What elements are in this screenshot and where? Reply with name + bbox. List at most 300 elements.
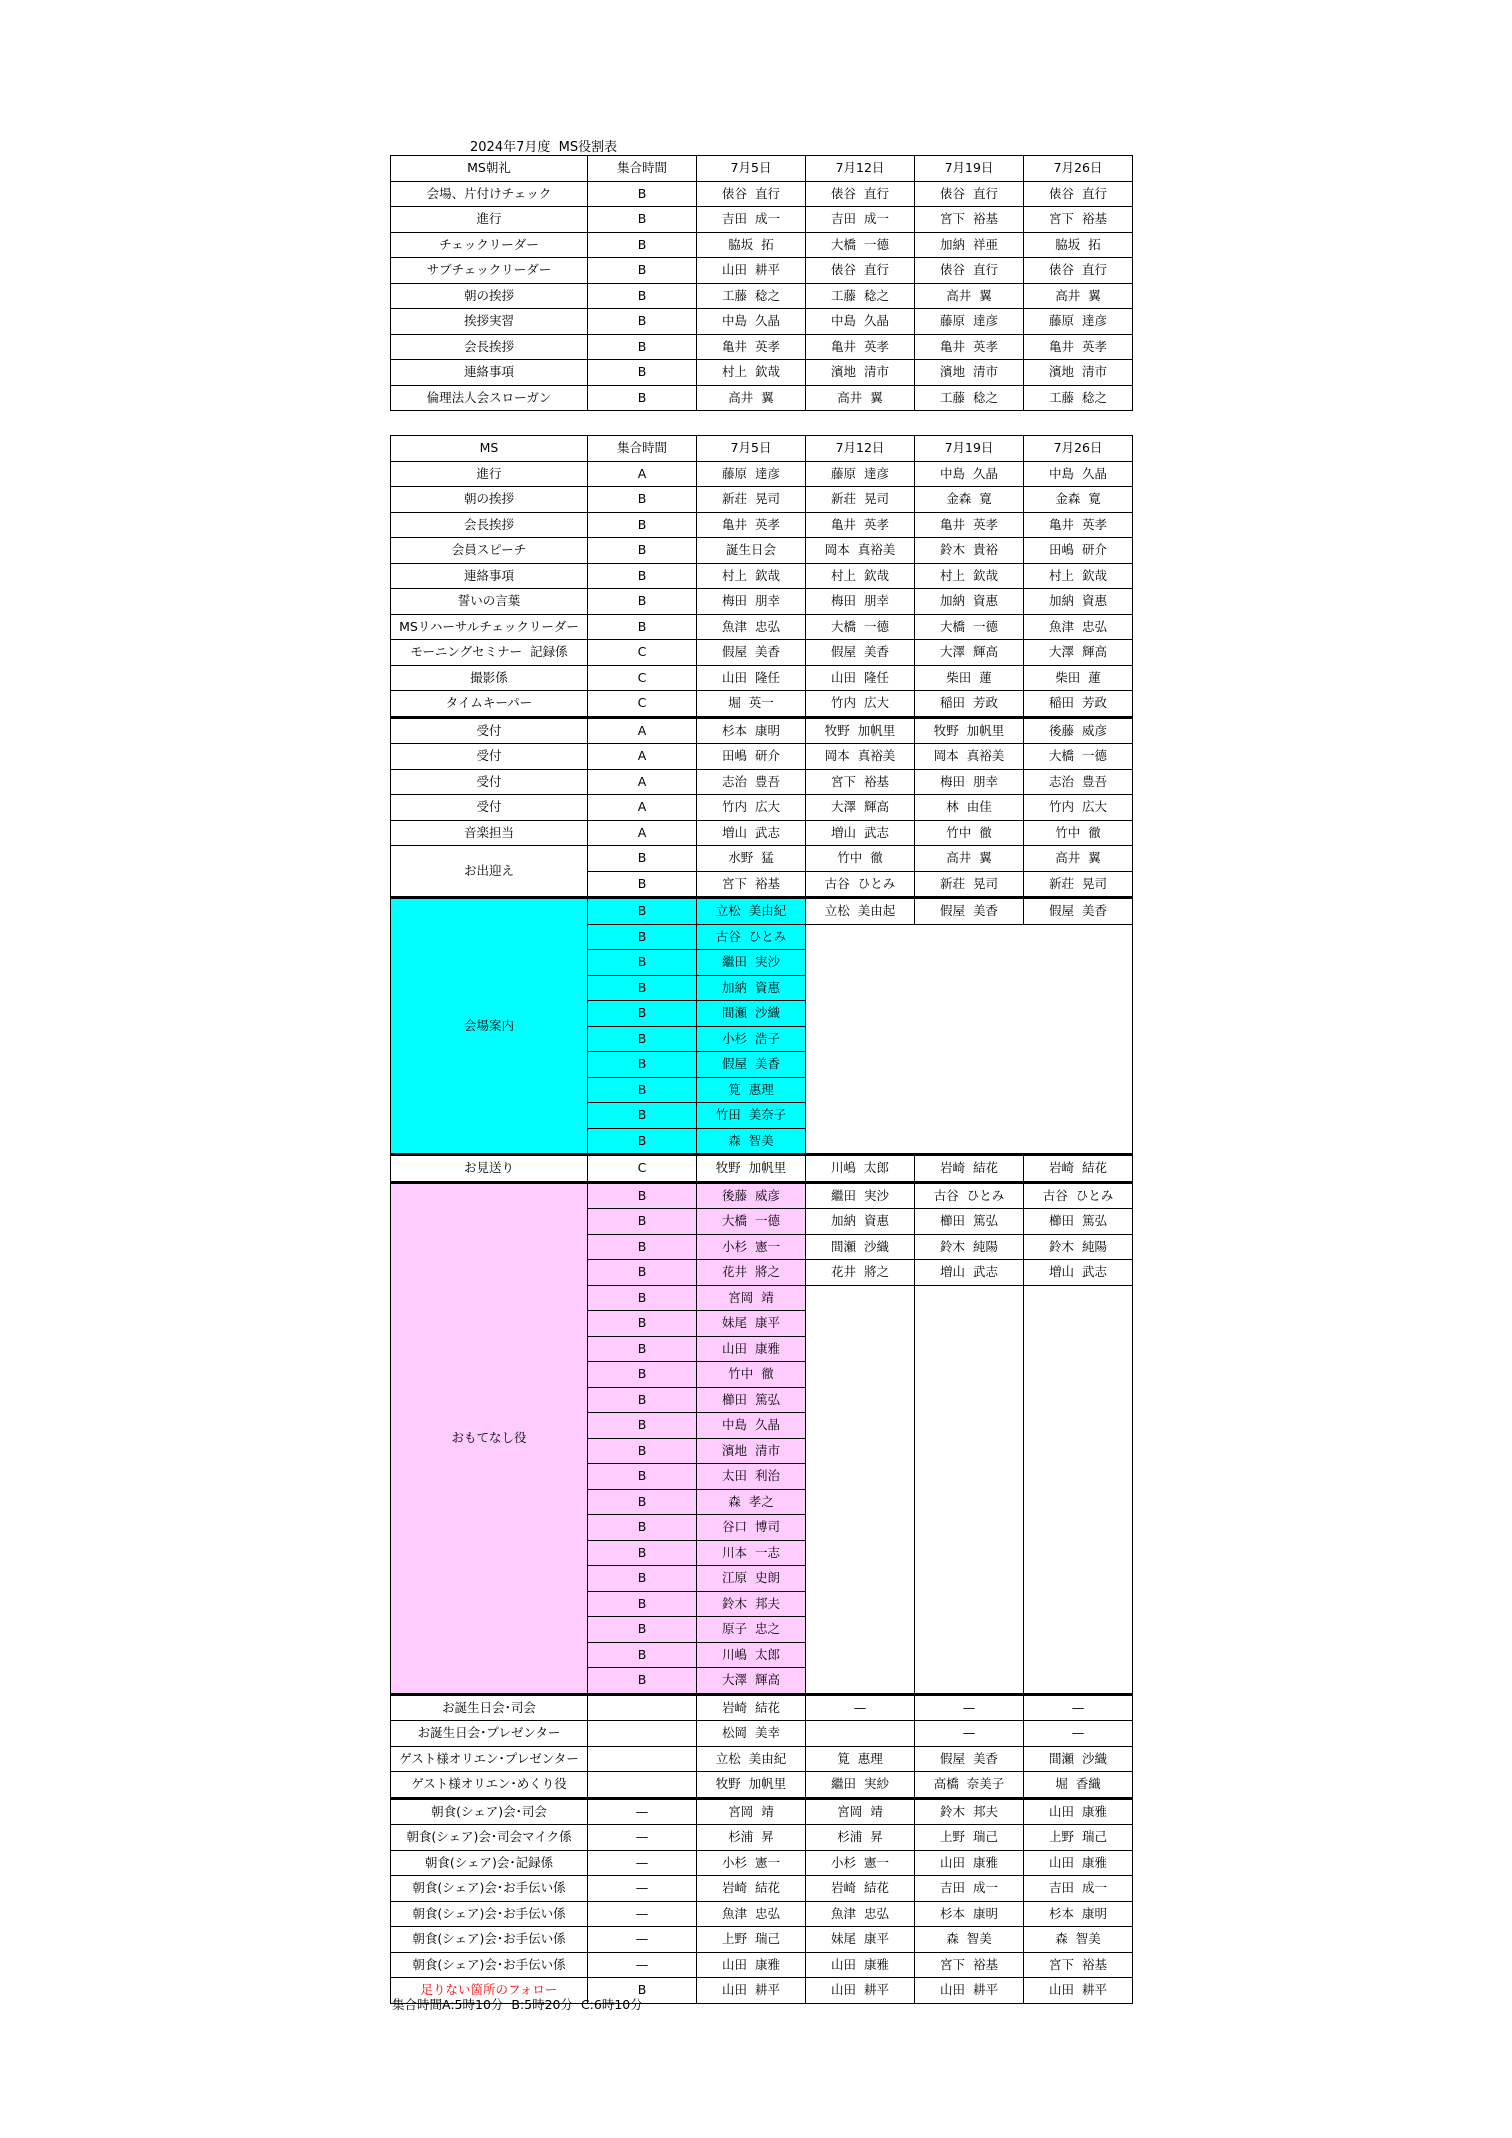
empty-area — [806, 924, 1133, 1155]
gather-time: B — [588, 309, 697, 335]
assignee-cell: 増山 武志 — [806, 820, 915, 846]
assignee-cell: 小杉 浩子 — [697, 1026, 806, 1052]
header-cell: 7月26日 — [1024, 436, 1133, 462]
assignee-cell: 大橋 一德 — [915, 614, 1024, 640]
assignee-cell: 岩崎 結花 — [806, 1876, 915, 1902]
assignee-cell: 高橋 奈美子 — [915, 1772, 1024, 1799]
assignee-cell: 宮岡 靖 — [697, 1285, 806, 1311]
assignee-cell: 森 智美 — [1024, 1927, 1133, 1953]
role-label: 音楽担当 — [391, 820, 588, 846]
header-cell: MS — [391, 436, 588, 462]
table-row — [391, 232, 1133, 258]
table-row — [391, 1952, 1133, 1978]
assignee-cell: 山田 耕平 — [697, 258, 806, 284]
assignee-cell: 牧野 加帆里 — [697, 1155, 806, 1183]
assignee-cell: 竹中 徹 — [915, 820, 1024, 846]
assignee-cell: — — [806, 1694, 915, 1721]
assignee-cell: 加納 資惠 — [806, 1209, 915, 1235]
gather-time: B — [588, 1617, 697, 1643]
table-row — [391, 898, 1133, 925]
role-label: おもてなし役 — [391, 1182, 588, 1694]
gather-time: A — [588, 461, 697, 487]
assignee-cell: 立松 美由紀 — [697, 1746, 806, 1772]
gather-time: A — [588, 717, 697, 744]
assignee-cell: 上野 瑞己 — [697, 1927, 806, 1953]
assignee-cell: 後藤 威彦 — [1024, 717, 1133, 744]
table-row — [391, 334, 1133, 360]
assignee-cell: 新荘 晃司 — [915, 871, 1024, 898]
assignee-cell: 梅田 朋幸 — [806, 589, 915, 615]
table-row — [391, 820, 1133, 846]
assignee-cell: 新荘 晃司 — [1024, 871, 1133, 898]
assignee-cell: 山田 康雅 — [697, 1952, 806, 1978]
gather-time: — — [588, 1927, 697, 1953]
table-row — [391, 665, 1133, 691]
assignee-cell: 梅田 朋幸 — [697, 589, 806, 615]
assignee-cell: — — [915, 1721, 1024, 1747]
gather-time: B — [588, 1103, 697, 1129]
table-row — [391, 563, 1133, 589]
gather-time: A — [588, 769, 697, 795]
page-title: 2024年7月度 MS役割表 — [470, 140, 618, 155]
role-label: 受付 — [391, 744, 588, 770]
assignee-cell: 亀井 英孝 — [697, 334, 806, 360]
gather-time: — — [588, 1850, 697, 1876]
assignee-cell: 亀井 英孝 — [915, 512, 1024, 538]
assignee-cell: 櫛田 篤弘 — [697, 1387, 806, 1413]
assignee-cell: 高井 翼 — [915, 846, 1024, 872]
assignee-cell: 金森 寛 — [915, 487, 1024, 513]
assignee-cell: 岡本 真裕美 — [806, 744, 915, 770]
assignee-cell: 亀井 英孝 — [697, 512, 806, 538]
assignee-cell: 谷口 博司 — [697, 1515, 806, 1541]
empty-area — [806, 1285, 915, 1694]
header-cell: 7月26日 — [1024, 156, 1133, 182]
assignee-cell: 花井 將之 — [697, 1260, 806, 1286]
assignee-cell: 俵谷 直行 — [915, 258, 1024, 284]
assignee-cell: 牧野 加帆里 — [697, 1772, 806, 1799]
assignee-cell: 村上 欽哉 — [697, 563, 806, 589]
assignee-cell: 亀井 英孝 — [1024, 334, 1133, 360]
role-label: 連絡事項 — [391, 563, 588, 589]
assignee-cell: 山田 隆任 — [806, 665, 915, 691]
gather-time: B — [588, 487, 697, 513]
assignee-cell: 太田 利治 — [697, 1464, 806, 1490]
header-cell: 7月5日 — [697, 156, 806, 182]
assignee-cell: 山田 康雅 — [915, 1850, 1024, 1876]
assignee-cell: 宮下 裕基 — [1024, 207, 1133, 233]
role-label: 誓いの言葉 — [391, 589, 588, 615]
role-label: 会員スピーチ — [391, 538, 588, 564]
header-cell: 集合時間 — [588, 156, 697, 182]
gather-time: B — [588, 1540, 697, 1566]
assignee-cell: 魚津 忠弘 — [1024, 614, 1133, 640]
assignee-cell: 鈴木 邦夫 — [697, 1591, 806, 1617]
gather-time: B — [588, 1464, 697, 1490]
assignee-cell: 妹尾 康平 — [697, 1311, 806, 1337]
gather-time: B — [588, 846, 697, 872]
gather-time: — — [588, 1825, 697, 1851]
table-row — [391, 795, 1133, 821]
table-row — [391, 744, 1133, 770]
assignee-cell: 杉本 康明 — [915, 1901, 1024, 1927]
assignee-cell: 加納 資惠 — [915, 589, 1024, 615]
assignee-cell: 森 智美 — [915, 1927, 1024, 1953]
gather-time: B — [588, 1182, 697, 1209]
role-label: 会場案内 — [391, 898, 588, 1155]
assignee-cell: 吉田 成一 — [697, 207, 806, 233]
gather-time: — — [588, 1876, 697, 1902]
assignee-cell: 加納 資惠 — [1024, 589, 1133, 615]
gather-time: B — [588, 950, 697, 976]
table-row — [391, 640, 1133, 666]
assignee-cell: 假屋 美香 — [1024, 898, 1133, 925]
assignee-cell: 山田 康雅 — [1024, 1850, 1133, 1876]
role-label: お見送り — [391, 1155, 588, 1183]
assignee-cell: 高井 翼 — [697, 385, 806, 411]
gather-time: B — [588, 1438, 697, 1464]
assignee-cell: 高井 翼 — [1024, 283, 1133, 309]
gather-time: B — [588, 1209, 697, 1235]
header-cell: 7月12日 — [806, 436, 915, 462]
assignee-cell: 森 孝之 — [697, 1489, 806, 1515]
assignee-cell: 中島 久晶 — [1024, 461, 1133, 487]
gather-time: C — [588, 665, 697, 691]
assignee-cell: 大橋 一德 — [697, 1209, 806, 1235]
header-cell: 7月19日 — [915, 156, 1024, 182]
gather-time: B — [588, 1001, 697, 1027]
role-label: 朝食(シェア)会･お手伝い係 — [391, 1952, 588, 1978]
assignee-cell: 新荘 晃司 — [697, 487, 806, 513]
assignee-cell: 松岡 美幸 — [697, 1721, 806, 1747]
gather-time: B — [588, 512, 697, 538]
assignee-cell: 魚津 忠弘 — [806, 1901, 915, 1927]
assignee-cell: 藤原 達彦 — [806, 461, 915, 487]
role-label: お出迎え — [391, 846, 588, 898]
table-row — [391, 1746, 1133, 1772]
table-row — [391, 717, 1133, 744]
gather-time: B — [588, 1978, 697, 2004]
assignee-cell: 中島 久晶 — [806, 309, 915, 335]
table-row — [391, 769, 1133, 795]
role-label: ゲスト様オリエン･めくり役 — [391, 1772, 588, 1799]
table-row — [391, 512, 1133, 538]
assignee-cell: 加納 祥亜 — [915, 232, 1024, 258]
gather-time: B — [588, 360, 697, 386]
assignee-cell: 竹内 広大 — [1024, 795, 1133, 821]
assignee-cell: 古谷 ひとみ — [697, 924, 806, 950]
gather-time: A — [588, 744, 697, 770]
assignee-cell: 竹中 徹 — [697, 1362, 806, 1388]
table-row — [391, 487, 1133, 513]
assignee-cell: 間瀬 沙織 — [1024, 1746, 1133, 1772]
assignee-cell: 吉田 成一 — [1024, 1876, 1133, 1902]
gather-time: B — [588, 207, 697, 233]
assignee-cell: 森 智美 — [697, 1128, 806, 1155]
assignee-cell: 牧野 加帆里 — [806, 717, 915, 744]
role-label: 撮影係 — [391, 665, 588, 691]
gather-time: C — [588, 640, 697, 666]
header-cell: 7月5日 — [697, 436, 806, 462]
assignee-cell: 大橋 一德 — [806, 232, 915, 258]
assignee-cell — [806, 1721, 915, 1747]
assignee-cell: 山田 耕平 — [697, 1978, 806, 2004]
assignee-cell: 村上 欽哉 — [915, 563, 1024, 589]
assignee-cell: 杉本 康明 — [697, 717, 806, 744]
gather-time: B — [588, 1128, 697, 1155]
assignee-cell: 宮岡 靖 — [697, 1798, 806, 1825]
assignee-cell: 立松 美由紀 — [697, 898, 806, 925]
assignee-cell: 小杉 憲一 — [697, 1234, 806, 1260]
assignee-cell: 川本 一志 — [697, 1540, 806, 1566]
role-label: サブチェックリーダー — [391, 258, 588, 284]
table-row — [391, 1876, 1133, 1902]
assignee-cell: 村上 欽哉 — [806, 563, 915, 589]
gather-time: B — [588, 589, 697, 615]
gather-time: B — [588, 1413, 697, 1439]
table-row — [391, 1772, 1133, 1799]
assignee-cell: 間瀬 沙織 — [697, 1001, 806, 1027]
assignee-cell: 山田 康雅 — [806, 1952, 915, 1978]
role-label: 朝食(シェア)会･お手伝い係 — [391, 1876, 588, 1902]
assignee-cell: 江原 史朗 — [697, 1566, 806, 1592]
assignee-cell: 古谷 ひとみ — [1024, 1182, 1133, 1209]
role-label: モーニングセミナー 記録係 — [391, 640, 588, 666]
ms-role-table — [390, 435, 1133, 2004]
assignee-cell: 妹尾 康平 — [806, 1927, 915, 1953]
table-row — [391, 1721, 1133, 1747]
gather-time: A — [588, 820, 697, 846]
assignee-cell: 大澤 輝高 — [806, 795, 915, 821]
assignee-cell: 岩崎 結花 — [697, 1876, 806, 1902]
gather-time: B — [588, 1234, 697, 1260]
assignee-cell: 上野 瑞己 — [915, 1825, 1024, 1851]
gather-time: B — [588, 232, 697, 258]
assignee-cell: 竹中 徹 — [806, 846, 915, 872]
assignee-cell: 堀 香織 — [1024, 1772, 1133, 1799]
assignee-cell: 鈴木 貴裕 — [915, 538, 1024, 564]
role-label: 挨拶実習 — [391, 309, 588, 335]
assignee-cell: 稲田 芳政 — [915, 691, 1024, 718]
gather-time — [588, 1746, 697, 1772]
gather-time: B — [588, 1026, 697, 1052]
assignee-cell: 亀井 英孝 — [806, 334, 915, 360]
assignee-cell: 柴田 蓮 — [1024, 665, 1133, 691]
assignee-cell: 山田 耕平 — [1024, 1978, 1133, 2004]
gather-time: C — [588, 691, 697, 718]
gather-time: B — [588, 924, 697, 950]
gather-time — [588, 1694, 697, 1721]
assignee-cell: 亀井 英孝 — [1024, 512, 1133, 538]
assignee-cell: 中島 久晶 — [697, 1413, 806, 1439]
assignee-cell: 大澤 輝高 — [915, 640, 1024, 666]
role-label: 朝食(シェア)会･お手伝い係 — [391, 1901, 588, 1927]
gather-time: B — [588, 614, 697, 640]
table-row — [391, 1825, 1133, 1851]
assignee-cell: 吉田 成一 — [915, 1876, 1024, 1902]
role-label: 会長挨拶 — [391, 512, 588, 538]
role-label: 朝食(シェア)会･お手伝い係 — [391, 1927, 588, 1953]
table-row — [391, 461, 1133, 487]
ms-morning-table — [390, 155, 1133, 411]
gather-time: B — [588, 1642, 697, 1668]
gather-time: C — [588, 1155, 697, 1183]
assignee-cell: 繼田 実沙 — [697, 950, 806, 976]
assignee-cell: 古谷 ひとみ — [806, 871, 915, 898]
assignee-cell: 鈴木 純陽 — [915, 1234, 1024, 1260]
table-row — [391, 181, 1133, 207]
assignee-cell: 藤原 達彦 — [1024, 309, 1133, 335]
assignee-cell: 魚津 忠弘 — [697, 1901, 806, 1927]
assignee-cell: 脇坂 拓 — [697, 232, 806, 258]
assignee-cell: 吉田 成一 — [806, 207, 915, 233]
gather-time: B — [588, 1336, 697, 1362]
assignee-cell: 杉浦 昇 — [806, 1825, 915, 1851]
assignee-cell: 工藤 稔之 — [1024, 385, 1133, 411]
assignee-cell: 宮下 裕基 — [806, 769, 915, 795]
table-row — [391, 258, 1133, 284]
assignee-cell: 増山 武志 — [697, 820, 806, 846]
assignee-cell: 梅田 朋幸 — [915, 769, 1024, 795]
assignee-cell: 櫛田 篤弘 — [1024, 1209, 1133, 1235]
gather-time: B — [588, 385, 697, 411]
assignee-cell: 俵谷 直行 — [806, 181, 915, 207]
assignee-cell: 筧 惠理 — [697, 1077, 806, 1103]
assignee-cell: 志治 豊吾 — [1024, 769, 1133, 795]
role-label: 受付 — [391, 795, 588, 821]
table-row — [391, 846, 1133, 872]
assignee-cell: 工藤 稔之 — [697, 283, 806, 309]
gather-time: — — [588, 1901, 697, 1927]
assignee-cell: 小杉 憲一 — [697, 1850, 806, 1876]
assignee-cell: 俵谷 直行 — [1024, 181, 1133, 207]
header-cell: 集合時間 — [588, 436, 697, 462]
table-row — [391, 589, 1133, 615]
role-label: 進行 — [391, 207, 588, 233]
gather-time: — — [588, 1952, 697, 1978]
assignee-cell: 濱地 清市 — [1024, 360, 1133, 386]
gather-time: B — [588, 1668, 697, 1695]
role-label: 朝の挨拶 — [391, 283, 588, 309]
assignee-cell: 田嶋 研介 — [1024, 538, 1133, 564]
gather-time: B — [588, 1591, 697, 1617]
gather-time: B — [588, 871, 697, 898]
table-row — [391, 385, 1133, 411]
role-label: 朝食(シェア)会･記録係 — [391, 1850, 588, 1876]
table-row — [391, 614, 1133, 640]
assignee-cell: 俵谷 直行 — [915, 181, 1024, 207]
assignee-cell: 亀井 英孝 — [806, 512, 915, 538]
assignee-cell: 新荘 晃司 — [806, 487, 915, 513]
assignee-cell: 宮下 裕基 — [697, 871, 806, 898]
table-row — [391, 1694, 1133, 1721]
assignee-cell: 魚津 忠弘 — [697, 614, 806, 640]
assignee-cell: 俵谷 直行 — [806, 258, 915, 284]
header-cell: 7月19日 — [915, 436, 1024, 462]
assignee-cell: 立松 美由起 — [806, 898, 915, 925]
table-row — [391, 156, 1133, 182]
assignee-cell: 中島 久晶 — [915, 461, 1024, 487]
assignee-cell: 金森 寛 — [1024, 487, 1133, 513]
assignee-cell: 後藤 威彦 — [697, 1182, 806, 1209]
assignee-cell: 亀井 英孝 — [915, 334, 1024, 360]
assignee-cell: 假屋 美香 — [915, 1746, 1024, 1772]
assignee-cell: 大橋 一德 — [1024, 744, 1133, 770]
assignee-cell: 岩崎 結花 — [915, 1155, 1024, 1183]
assignee-cell: 岩崎 結花 — [697, 1694, 806, 1721]
gather-time: B — [588, 1077, 697, 1103]
table-row — [391, 360, 1133, 386]
assignee-cell: 俵谷 直行 — [1024, 258, 1133, 284]
assignee-cell: 工藤 稔之 — [915, 385, 1024, 411]
header-cell: 7月12日 — [806, 156, 915, 182]
assignee-cell: 濱地 清市 — [806, 360, 915, 386]
assignee-cell: 鈴木 邦夫 — [915, 1798, 1024, 1825]
assignee-cell: 宮下 裕基 — [915, 1952, 1024, 1978]
gather-time: B — [588, 283, 697, 309]
assignee-cell: 高井 翼 — [1024, 846, 1133, 872]
assignee-cell: 鈴木 純陽 — [1024, 1234, 1133, 1260]
assignee-cell: 山田 耕平 — [915, 1978, 1024, 2004]
assignee-cell: 柴田 蓮 — [915, 665, 1024, 691]
assignee-cell: 假屋 美香 — [915, 898, 1024, 925]
gather-time: B — [588, 1362, 697, 1388]
assignee-cell: 竹中 徹 — [1024, 820, 1133, 846]
gathering-time-note: 集合時間A:5時10分 B:5時20分 C:6時10分 — [392, 1997, 643, 2012]
empty-area — [915, 1285, 1024, 1694]
assignee-cell: 濱地 清市 — [915, 360, 1024, 386]
role-label: 足りない箇所のフォロー — [391, 1978, 588, 2004]
assignee-cell: 大澤 輝高 — [697, 1668, 806, 1695]
assignee-cell: 大澤 輝高 — [1024, 640, 1133, 666]
role-label: 会長挨拶 — [391, 334, 588, 360]
table-row — [391, 1182, 1133, 1209]
assignee-cell: 原子 忠之 — [697, 1617, 806, 1643]
gather-time: B — [588, 1489, 697, 1515]
gather-time: B — [588, 898, 697, 925]
assignee-cell: 川嶋 太郎 — [697, 1642, 806, 1668]
assignee-cell: 宮下 裕基 — [1024, 1952, 1133, 1978]
assignee-cell: 杉本 康明 — [1024, 1901, 1133, 1927]
assignee-cell: 古谷 ひとみ — [915, 1182, 1024, 1209]
assignee-cell: 杉浦 昇 — [697, 1825, 806, 1851]
assignee-cell: — — [1024, 1721, 1133, 1747]
assignee-cell: 藤原 達彦 — [697, 461, 806, 487]
table-row — [391, 283, 1133, 309]
assignee-cell: 高井 翼 — [915, 283, 1024, 309]
gather-time: B — [588, 334, 697, 360]
assignee-cell: 増山 武志 — [915, 1260, 1024, 1286]
role-label: 会場、片付けチェック — [391, 181, 588, 207]
assignee-cell: 濱地 清市 — [697, 1438, 806, 1464]
gather-time: B — [588, 563, 697, 589]
assignee-cell: 藤原 達彦 — [915, 309, 1024, 335]
gather-time: B — [588, 975, 697, 1001]
assignee-cell: 稲田 芳政 — [1024, 691, 1133, 718]
assignee-cell: 假屋 美香 — [806, 640, 915, 666]
assignee-cell: 山田 耕平 — [806, 1978, 915, 2004]
role-label: チェックリーダー — [391, 232, 588, 258]
gather-time — [588, 1772, 697, 1799]
table-row — [391, 1901, 1133, 1927]
gather-time: B — [588, 181, 697, 207]
assignee-cell: 工藤 稔之 — [806, 283, 915, 309]
assignee-cell: 川嶋 太郎 — [806, 1155, 915, 1183]
assignee-cell: 繼田 実紗 — [806, 1772, 915, 1799]
assignee-cell: 岡本 真裕美 — [915, 744, 1024, 770]
table-row — [391, 1927, 1133, 1953]
role-label: ゲスト様オリエン･プレゼンター — [391, 1746, 588, 1772]
